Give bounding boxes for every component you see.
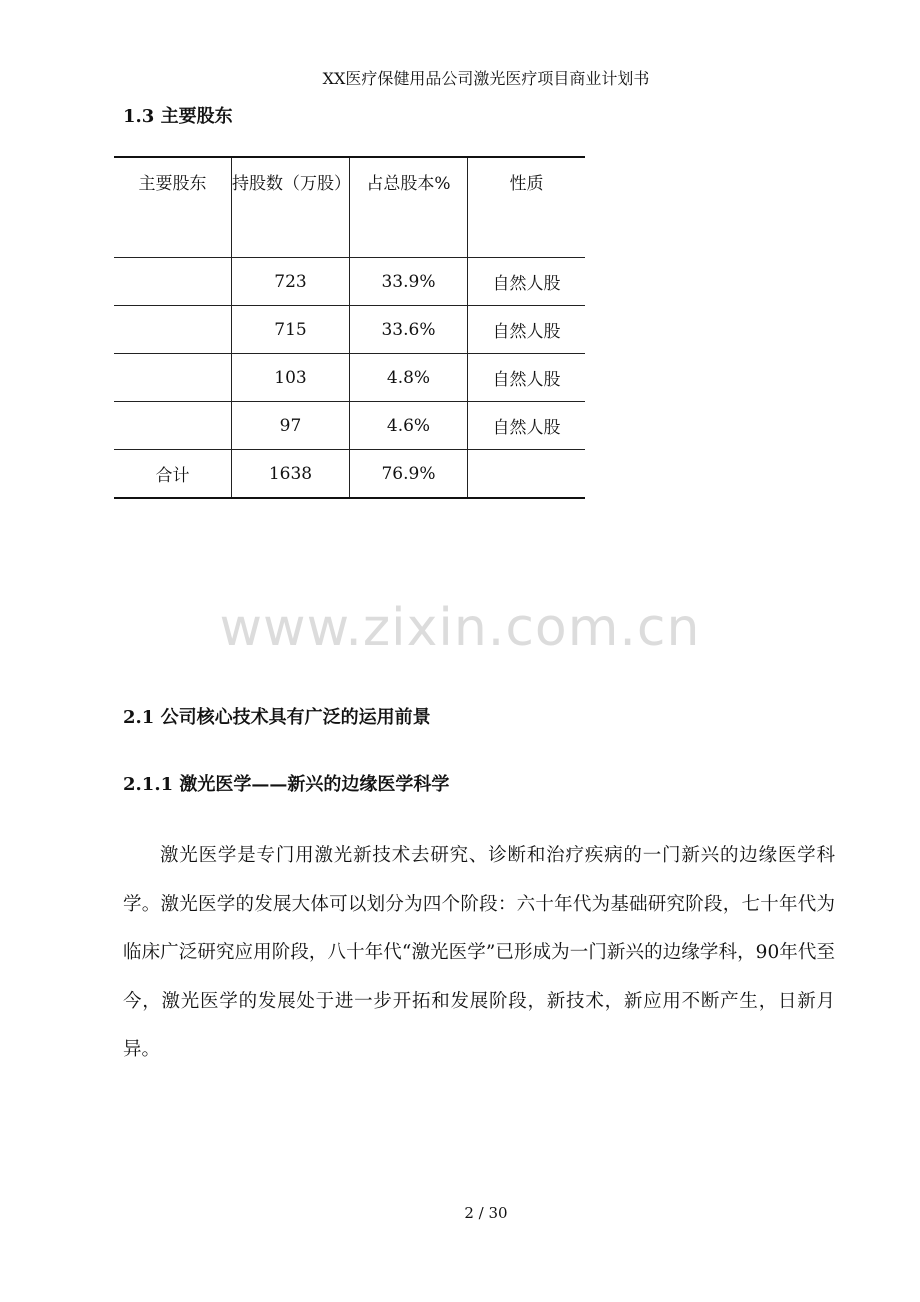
cell-percent: 33.9%	[350, 258, 468, 306]
cell-total-shares: 1638	[232, 450, 350, 499]
page-number: 2 / 30	[464, 1204, 508, 1222]
cell-shareholder	[114, 306, 232, 354]
shareholder-table	[114, 156, 585, 499]
watermark: www.zixin.com.cn	[219, 598, 701, 658]
running-header: XX医疗保健用品公司激光医疗项目商业计划书	[322, 69, 650, 88]
cell-type: 自然人股	[468, 402, 586, 450]
table-row	[114, 258, 585, 306]
table-total-row	[114, 450, 585, 499]
cell-percent: 33.6%	[350, 306, 468, 354]
cell-shareholder	[114, 258, 232, 306]
cell-type: 自然人股	[468, 354, 586, 402]
cell-type: 自然人股	[468, 306, 586, 354]
cell-percent: 4.6%	[350, 402, 468, 450]
cell-shareholder	[114, 354, 232, 402]
cell-total-type	[468, 450, 586, 499]
table-row	[114, 354, 585, 402]
table-row	[114, 402, 585, 450]
section-heading-laser-medicine: 2.1.1 激光医学——新兴的边缘医学科学	[123, 774, 450, 795]
cell-shares: 103	[232, 354, 350, 402]
cell-total-percent: 76.9%	[350, 450, 468, 499]
cell-type: 自然人股	[468, 258, 586, 306]
cell-shares: 723	[232, 258, 350, 306]
table-header-row	[114, 157, 585, 258]
cell-shareholder	[114, 402, 232, 450]
cell-total-label: 合计	[114, 450, 232, 499]
column-header-shareholder: 主要股东	[114, 157, 232, 258]
column-header-shares: 持股数（万股）	[232, 157, 350, 258]
section-heading-core-tech: 2.1 公司核心技术具有广泛的运用前景	[123, 707, 431, 728]
section-heading-shareholders: 1.3 主要股东	[123, 106, 233, 127]
table-row	[114, 306, 585, 354]
cell-shares: 715	[232, 306, 350, 354]
cell-shares: 97	[232, 402, 350, 450]
body-paragraph: 激光医学是专门用激光新技术去研究、诊断和治疗疾病的一门新兴的边缘医学科学。激光医学的发展大体可以划分为四个阶段：六十年代为基础研究阶段，七十年代为临床广泛研究应用阶段，八十年代“激光医学”已形成为一门新兴的边缘学科，90年代至今，激光医学的发展处于进一步开拓和发展阶段，新技术，新应用不断产生，日新月异。	[123, 845, 835, 1060]
column-header-percent: 占总股本%	[350, 157, 468, 258]
column-header-type: 性质	[468, 157, 586, 258]
cell-percent: 4.8%	[350, 354, 468, 402]
